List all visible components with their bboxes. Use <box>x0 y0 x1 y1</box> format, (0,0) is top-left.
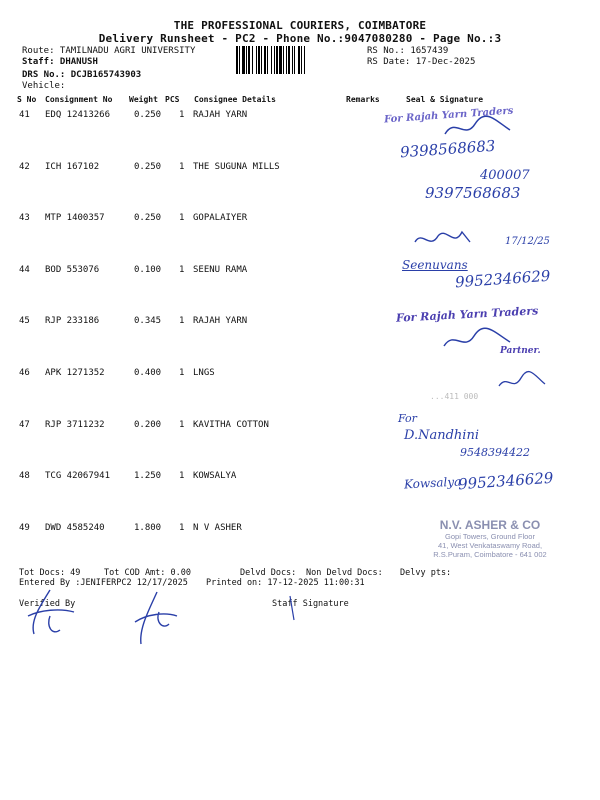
row-cons: DWD 4585240 <box>45 522 105 533</box>
row-cons: APK 1271352 <box>45 368 105 378</box>
row-cons: MTP 1400357 <box>45 213 105 224</box>
phone-48: 9952346629 <box>457 468 554 494</box>
col-pcs: PCS <box>165 95 180 104</box>
staff-tick <box>284 594 300 624</box>
row-pcs: 1 <box>179 316 185 327</box>
row-pcs: 1 <box>179 419 185 430</box>
row-sno: 46 <box>19 368 30 378</box>
name-48: Kowsalya <box>403 474 462 492</box>
rs-date: RS Date: 17-Dec-2025 <box>367 57 476 67</box>
row-cons: TCG 42067941 <box>45 471 111 482</box>
row-cons: EDQ 12413266 <box>45 110 111 120</box>
name-47: D.Nandhini <box>404 428 479 443</box>
row-weight: 0.345 <box>134 316 162 327</box>
stamp-nv-asher-49 <box>400 518 580 559</box>
stamp-rajah-yarn-45: For Rajah Yarn Traders <box>395 304 539 325</box>
route: Route: TAMILNADU AGRI UNIVERSITY <box>22 46 196 56</box>
non-delvd-docs: Non Delvd Docs: <box>306 568 383 578</box>
row-weight: 0.400 <box>134 368 162 378</box>
row-cons: RJP 233186 <box>45 316 100 327</box>
name-44: Seenuvans <box>402 258 468 272</box>
row-consignee: LNGS <box>193 368 215 378</box>
row-weight: 1.250 <box>134 471 162 482</box>
date-43: 17/12/25 <box>505 236 550 247</box>
staff: Staff: DHANUSH <box>22 57 98 67</box>
stamp-line1-49: Gopi Towers, Ground Floor <box>445 532 535 541</box>
col-consignment: Consignment No <box>45 95 113 104</box>
row-pcs: 1 <box>179 522 185 533</box>
row-consignee: KAVITHA COTTON <box>193 419 269 430</box>
row-consignee: KOWSALYA <box>193 471 237 482</box>
stamp-line2-49: 41, West Venkataswamy Road, <box>437 541 543 550</box>
row-sno: 45 <box>19 316 30 327</box>
signature-46 <box>495 370 555 394</box>
row-consignee: THE SUGUNA MILLS <box>193 161 280 172</box>
stamp-rajah-yarn-41: For Rajah Yarn Traders <box>383 105 514 126</box>
phone-42: 9397568683 <box>425 184 521 202</box>
row-pcs: 1 <box>179 471 185 482</box>
printed-on: Printed on: 17-12-2025 11:00:31 <box>206 578 365 588</box>
col-remarks: Remarks <box>346 95 380 104</box>
entered-by: Entered By :JENIFERPC2 12/17/2025 <box>19 578 188 588</box>
col-consignee: Consignee Details <box>194 95 276 104</box>
phone-44: 9952346629 <box>454 266 551 292</box>
staff-signature-label: Staff Signature <box>272 599 349 609</box>
company-title: THE PROFESSIONAL COURIERS, COIMBATORE <box>173 19 427 32</box>
row-weight: 0.250 <box>134 213 162 224</box>
row-sno: 44 <box>19 264 30 275</box>
row-sno: 41 <box>19 110 30 120</box>
row-weight: 0.250 <box>134 110 162 120</box>
row-pcs: 1 <box>179 161 185 172</box>
row-consignee: N V ASHER <box>193 522 242 533</box>
runsheet-subtitle: Delivery Runsheet - PC2 - Phone No.:9047080280 - Page No.:3 <box>98 32 502 45</box>
drs-number: DRS No.: DCJB165743903 <box>22 70 142 80</box>
tot-docs: Tot Docs: 49 <box>19 568 81 578</box>
stamp-title-49: N.V. ASHER & CO <box>439 518 541 532</box>
vehicle: Vehicle: <box>22 81 66 91</box>
row-sno: 47 <box>19 419 30 430</box>
row-sno: 48 <box>19 471 30 482</box>
faint-stamp-46: ...411 000 <box>430 392 479 401</box>
row-sno: 42 <box>19 161 30 172</box>
verified-by: Verified By <box>19 599 76 609</box>
phone-41: 9398568683 <box>399 136 496 162</box>
stamp-line3-49: R.S.Puram, Coimbatore - 641 002 <box>433 550 547 559</box>
signature-43 <box>410 222 500 254</box>
stamp-partner-45: Partner. <box>500 346 541 356</box>
staff-signature <box>125 588 185 650</box>
col-seal-signature: Seal & Signature <box>406 95 484 104</box>
row-sno: 49 <box>19 522 30 533</box>
row-consignee: RAJAH YARN <box>193 110 248 120</box>
barcode <box>236 46 362 74</box>
barcode-bar <box>305 46 306 74</box>
row-consignee: RAJAH YARN <box>193 316 248 327</box>
phone-47: 9548394422 <box>460 446 530 459</box>
verifier-signature <box>20 586 80 646</box>
row-pcs: 1 <box>179 213 185 224</box>
row-weight: 0.250 <box>134 161 162 172</box>
row-pcs: 1 <box>179 110 185 120</box>
row-weight: 0.200 <box>134 419 162 430</box>
row-cons: ICH 167102 <box>45 161 100 172</box>
delvd-docs: Delvd Docs: <box>240 568 297 578</box>
row-weight: 0.100 <box>134 264 162 275</box>
row-sno: 43 <box>19 213 30 224</box>
row-consignee: GOPALAIYER <box>193 213 248 224</box>
for-47: For <box>398 412 417 425</box>
col-sno: S No <box>17 95 37 104</box>
row-pcs: 1 <box>179 368 185 378</box>
delvy-pts: Delvy pts: <box>400 568 452 578</box>
row-consignee: SEENU RAMA <box>193 264 248 275</box>
row-weight: 1.800 <box>134 522 162 533</box>
rs-number: RS No.: 1657439 <box>367 46 449 56</box>
row-cons: RJP 3711232 <box>45 419 105 430</box>
col-weight: Weight <box>129 95 158 104</box>
note-42: 400007 <box>480 168 530 183</box>
row-cons: BOD 553076 <box>45 264 100 275</box>
row-pcs: 1 <box>179 264 185 275</box>
tot-cod: Tot COD Amt: 0.00 <box>104 568 191 578</box>
